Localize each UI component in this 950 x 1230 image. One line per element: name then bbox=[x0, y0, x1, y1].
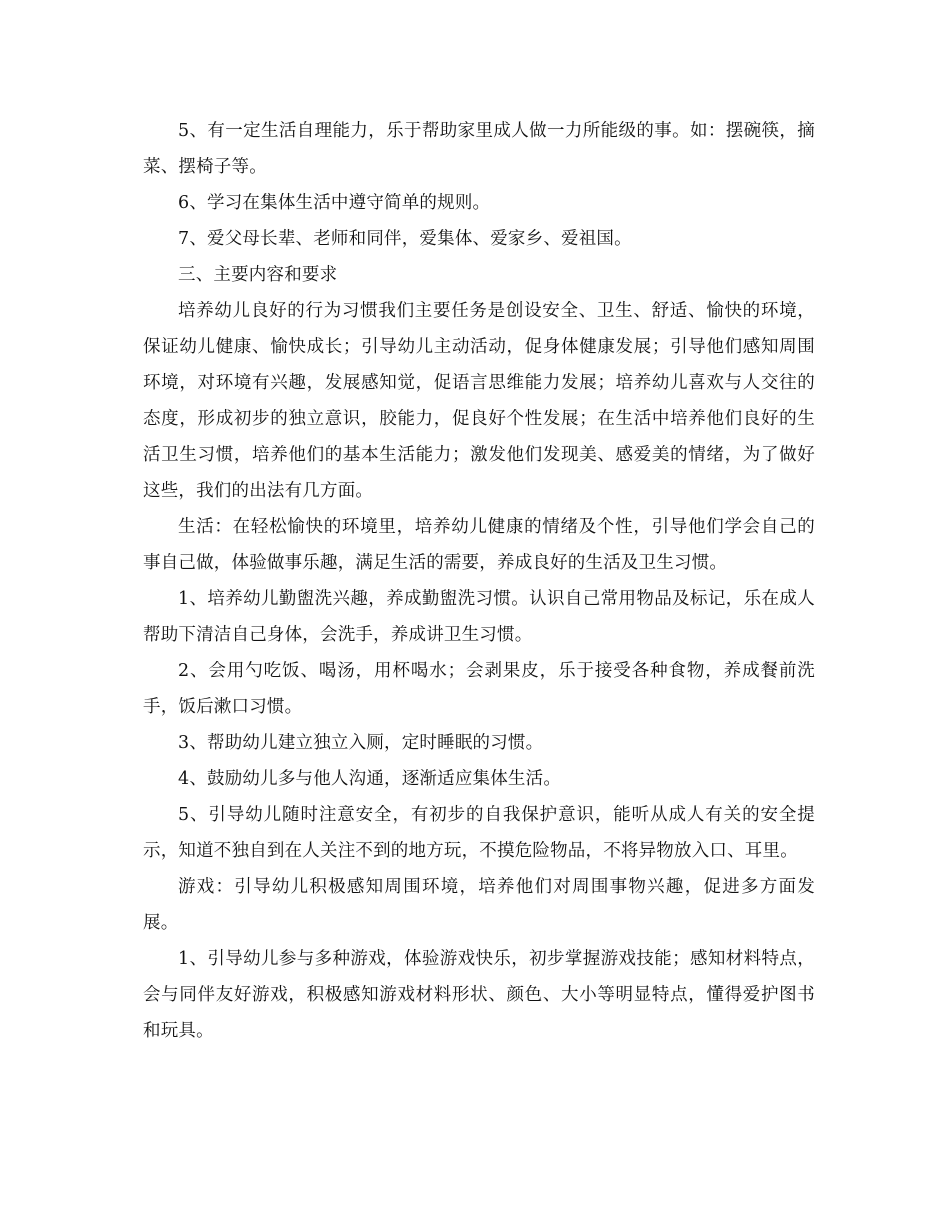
paragraph-life: 生活：在轻松愉快的环境里，培养幼儿健康的情绪及个性，引导他们学会自己的事自己做，体验做事乐趣，满足生活的需要，养成良好的生活及卫生习惯。 bbox=[143, 517, 815, 573]
paragraph-main-task: 培养幼儿良好的行为习惯我们主要任务是创设安全、卫生、舒适、愉快的环境，保证幼儿健康、愉快成长；引导幼儿主动活动，促身体健康发展；引导他们感知周围环境，对环境有兴趣，发展感知觉，促语言思维能力发展；培养幼儿喜欢与人交往的态度，形成初步的独立意识，胶能力，促良好个性发展；在生活中培养他们良好的生活卫生习惯，培养他们的基本生活能力；激发他们发现美、感爱美的情绪，为了做好这些，我们的出法有几方面。 bbox=[143, 301, 815, 501]
paragraph-games: 游戏：引导幼儿积极感知周围环境，培养他们对周围事物兴趣，促进多方面发展。 bbox=[143, 877, 815, 933]
paragraph-love: 7、爱父母长辈、老师和同伴，爱集体、爱家乡、爱祖国。 bbox=[178, 229, 632, 249]
paragraph-life-item-3: 3、帮助幼儿建立独立入厕，定时睡眠的习惯。 bbox=[178, 733, 544, 753]
paragraph-games-item-1: 1、引导幼儿参与多种游戏，体验游戏快乐，初步掌握游戏技能；感知材料特点，会与同伴友好游戏，积极感知游戏材料形状、颜色、大小等明显特点，懂得爱护图书和玩具。 bbox=[143, 949, 815, 1041]
paragraph-life-item-5: 5、引导幼儿随时注意安全，有初步的自我保护意识，能听从成人有关的安全提示，知道不独自到在人关注不到的地方玩，不摸危险物品，不将异物放入口、耳里。 bbox=[143, 805, 815, 861]
section-heading: 三、主要内容和要求 bbox=[178, 265, 338, 285]
paragraph-life-item-4: 4、鼓励幼儿多与他人沟通，逐渐适应集体生活。 bbox=[178, 769, 562, 789]
paragraph-self-care: 5、有一定生活自理能力，乐于帮助家里成人做一力所能级的事。如：摆碗筷，摘菜、摆椅子等。 bbox=[143, 121, 815, 177]
document-body bbox=[143, 113, 815, 1049]
paragraph-life-item-2: 2、会用勺吃饭、喝汤，用杯喝水；会剥果皮，乐于接受各种食物，养成餐前洗手，饭后漱口习惯。 bbox=[143, 661, 815, 717]
paragraph-life-item-1: 1、培养幼儿勤盥洗兴趣，养成勤盥洗习惯。认识自己常用物品及标记，乐在成人帮助下清洁自己身体，会洗手，养成讲卫生习惯。 bbox=[143, 589, 815, 645]
paragraph-group-rules: 6、学习在集体生活中遵守简单的规则。 bbox=[178, 193, 491, 213]
